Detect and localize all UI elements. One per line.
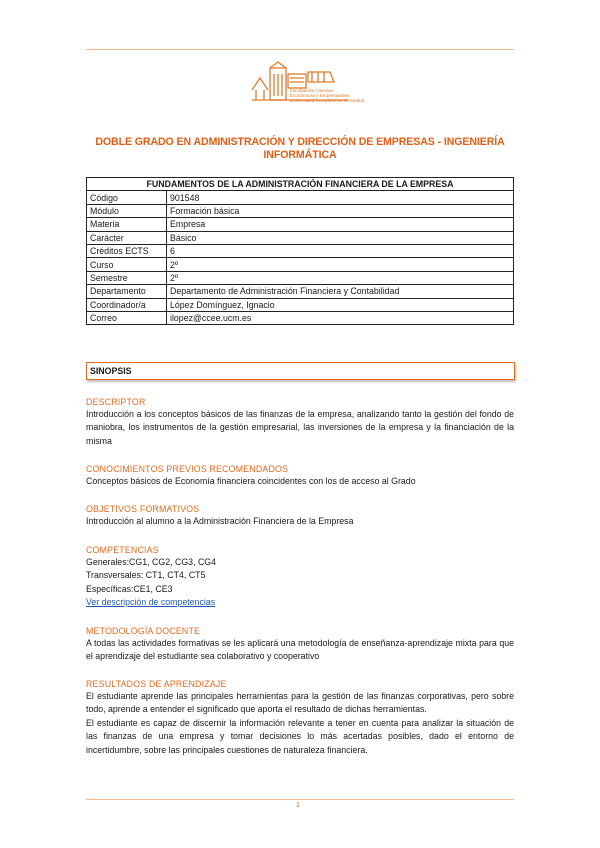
row-key: Coordinador/a [87,298,167,311]
faculty-logo-text [290,88,364,103]
learning-results-section [86,678,514,757]
section-text: Conceptos básicos de Economía financiera coincidentes con los de acceso al Grado [86,476,416,486]
row-key: Carácter [87,231,167,244]
page-title: DOBLE GRADO EN ADMINISTRACIÓN Y DIRECCIÓN DE EMPRESAS - INGENIERÍA INFORMÁTICA [95,136,505,161]
competencies-section [86,544,514,610]
table-row [87,311,514,324]
logo-line: Facultad de Ciencias [290,88,333,93]
section-heading: METODOLOGÍA DOCENTE [86,626,201,636]
competencies-description-link[interactable]: Ver descripción de competencias [86,597,216,608]
table-row [87,191,514,204]
transversal-competencies: Transversales: CT1, CT4, CT5 [86,570,206,581]
course-info-table [86,177,514,325]
competencies-list [86,556,514,610]
row-key: Créditos ECTS [87,244,167,257]
section-heading: RESULTADOS DE APRENDIZAJE [86,679,227,689]
row-value: 2º [167,258,514,271]
row-key: Departamento [87,285,167,298]
footer-rule [86,799,514,800]
table-row [87,218,514,231]
row-value: 901548 [167,191,514,204]
course-name-header: FUNDAMENTOS DE LA ADMINISTRACIÓN FINANCIERA DE LA EMPRESA [87,178,514,191]
row-key: Módulo [87,204,167,217]
general-competencies: Generales:CG1, CG2, CG3, CG4 [86,557,217,567]
section-heading: CONOCIMIENTOS PREVIOS RECOMENDADOS [86,464,289,474]
sinopsis-banner: SINOPSIS [86,362,515,380]
row-value: ilopez@ccee.ucm.es [167,311,514,324]
section-heading: DESCRIPTOR [86,397,146,407]
table-row [87,298,514,311]
row-value: Departamento de Administración Financiera y Contabilidad [167,285,514,298]
section-text: A todas las actividades formativas se les aplicará una metodología de enseñanza-aprendizaje mixta para que el aprendizaje del estudiante sea colaborativo y cooperativo [86,638,514,662]
row-value: 6 [167,244,514,257]
table-row [87,244,514,257]
table-header-row [87,178,514,191]
page-number: 1 [296,802,300,809]
section-text: Introducción al alumno a la Administración Financiera de la Empresa [86,516,354,526]
row-value: Empresa [167,218,514,231]
descriptor-section [86,396,514,448]
table-row [87,204,514,217]
table-row [87,231,514,244]
row-key: Semestre [87,271,167,284]
header-rule [86,49,514,50]
row-key: Curso [87,258,167,271]
row-value: López Domínguez, Ignacio [167,298,514,311]
row-key: Código [87,191,167,204]
objectives-section [86,503,514,528]
logo-line: Universidad Complutense de Madrid [290,98,365,103]
row-key: Correo [87,311,167,324]
row-key: Materia [87,218,167,231]
section-paragraph: El estudiante es capaz de discernir la información relevante a tener en cuenta para analizar la situación de las finanzas de una empresa y tomar decisiones lo más acertadas posibles, dado el entorno de incertidumbre, sobre las principales cuestiones de naturaleza financiera. [86,717,514,755]
table-row [87,271,514,284]
specific-competencies: Específicas:CE1, CE3 [86,583,173,594]
logo-line: Económicas y Empresariales [290,93,350,98]
section-heading: OBJETIVOS FORMATIVOS [86,504,200,514]
row-value: 2º [167,271,514,284]
table-row [87,285,514,298]
section-paragraph: El estudiante aprende las principales herramientas para la gestión de las finanzas corporativas, pero sobre todo, aprende a entender el significado que aporta el resultado de dichas herramientas. [86,691,514,715]
row-value: Formación básica [167,204,514,217]
section-heading: COMPETENCIAS [86,545,159,555]
table-row [87,258,514,271]
section-text: Introducción a los conceptos básicos de las finanzas de la empresa, analizando tanto la gestión del fondo de maniobra, los instrumentos de la gestión empresarial, las inversiones de la empresa y la financiación de la misma [86,409,514,446]
prior-knowledge-section [86,463,514,488]
row-value: Básico [167,231,514,244]
methodology-section [86,625,514,664]
